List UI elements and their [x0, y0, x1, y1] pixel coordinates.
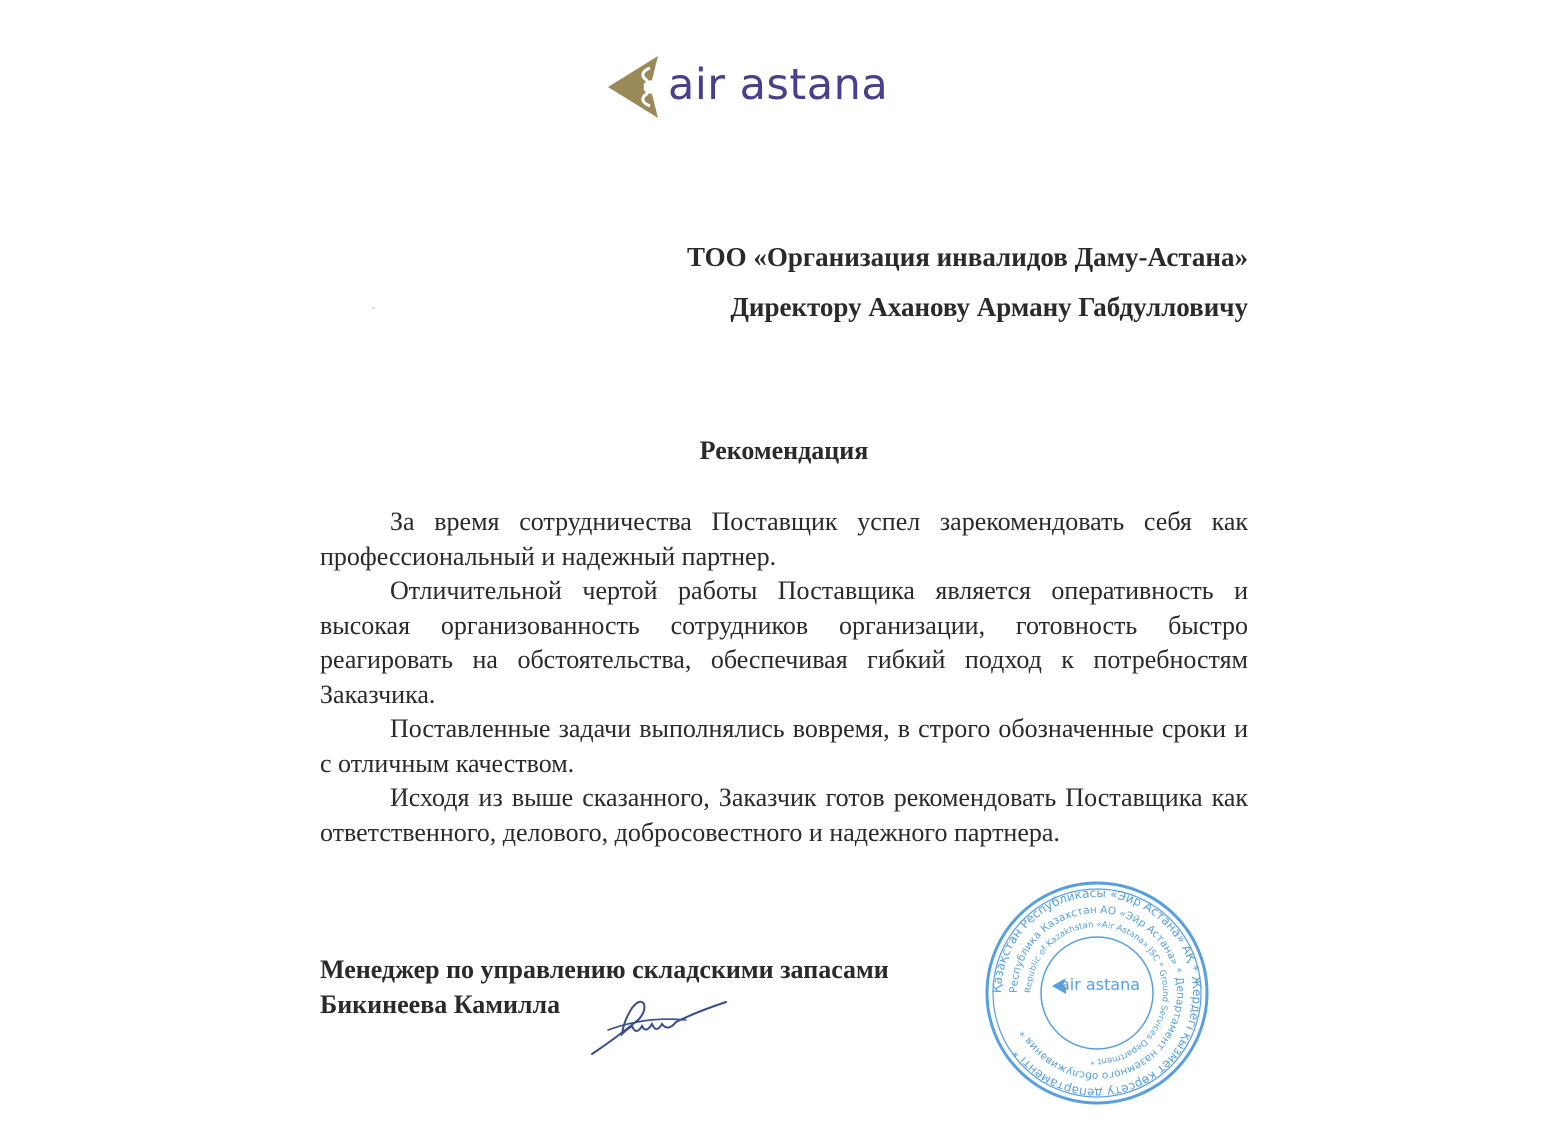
signatory-position: Менеджер по управлению складскими запасами [320, 955, 889, 984]
recipient-director: Директору Аханову Арману Габдулловичу [730, 292, 1248, 322]
scan-speck: • [372, 304, 375, 313]
stamp-middle-ring-text: Республика Казахстан АО «Эйр Астана» * Департамент наземного обслуживания * [1007, 903, 1187, 1083]
recipient-block [687, 232, 1248, 332]
stamp-inner-ring-text: Republic of Kazakhstan «Air Astana» JSC * Ground Services Department * [1023, 919, 1171, 1067]
stamp-outer-ring-text: Қазақстан Республикасы «Эйр Астана» АҚ * Жердегі қызмет көрсету департаменті * [989, 885, 1205, 1101]
body-paragraph: Поставленные задачи выполнялись вовремя, в строго обозначенные сроки и с отличным качеством. [320, 714, 1248, 778]
company-logo [604, 52, 888, 122]
stamp-center-text: air astana [1059, 975, 1141, 994]
letter-body [320, 505, 1248, 850]
handwritten-signature [586, 990, 736, 1060]
body-paragraph: Отличительной чертой работы Поставщика является оперативность и высокая организованность сотрудников организации, готовность быстро реагировать на обстоятельства, обеспечивая гибкий подход к потребностям Заказчика. [320, 576, 1248, 709]
recipient-organization: ТОО «Организация инвалидов Даму-Астана» [687, 242, 1248, 272]
air-astana-emblem-icon [604, 54, 662, 120]
document-title: Рекомендация [699, 436, 869, 465]
company-stamp [982, 878, 1212, 1108]
logo-text: air astana [668, 60, 889, 110]
body-paragraph: Исходя из выше сказанного, Заказчик готов рекомендовать Поставщика как ответственного, делового, добросовестного и надежного партнера. [320, 783, 1248, 847]
signatory-name: Бикинеева Камилла [320, 990, 561, 1019]
body-paragraph: За время сотрудничества Поставщик успел зарекомендовать себя как профессиональный и надежный партнер. [320, 507, 1248, 571]
